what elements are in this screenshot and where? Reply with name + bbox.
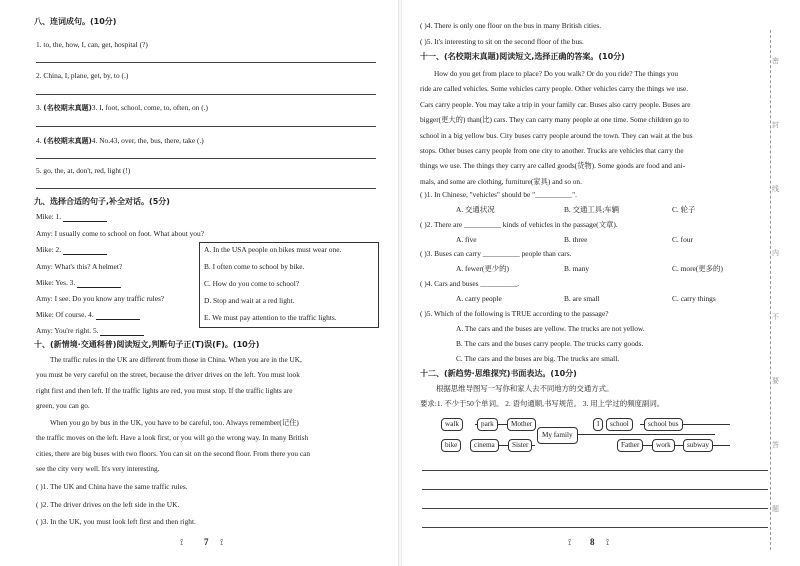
s10-question-1: ( )1. The UK and China have the same traffic rules.: [36, 482, 188, 491]
s11-q4-option-a: A. carry people: [456, 294, 502, 303]
seal-char: 封: [772, 121, 779, 129]
seal-char: 密: [772, 57, 779, 65]
sprout-icon: ⟟: [606, 537, 610, 547]
answer-line[interactable]: [36, 158, 376, 159]
section-8-title: 八、连词成句。(10分): [34, 17, 117, 26]
sprout-icon: ⟟: [568, 537, 572, 547]
source-tag: (名校期末真题): [43, 137, 92, 145]
s11-question-1: ( )1. In Chinese, "vehicles" should be "__________".: [420, 190, 577, 199]
seal-char: 不: [772, 313, 779, 321]
answer-line[interactable]: [36, 126, 376, 127]
s11-paragraph: How do you get from place to place? Do you walk? Or do you ride? The things you ride are called vehicles. Some vehicles carry people. Other vehicles carry the things we use. Cars carry people. You may take a trip in your family car. Buses also carry people. Buses are bigger(更大的) than(比) cars. They can carry many people at one time. Some children go to school in a big yellow bus. City buses carry people around the town. They can wait at the bus stops. Other buses carry people from one city to another. Trucks are vehicles that carry the things we use. The things they carry are called goods(货物). Some goods are food and ani- mals, and some are clothing, furniture(家具) and so on.: [420, 69, 693, 186]
s11-question-4: ( )4. Cars and buses __________.: [420, 279, 520, 288]
s11-q5-option-b: B. The cars and the buses carry people. The trucks carry goods.: [456, 339, 644, 348]
sprout-icon: ⟟: [220, 537, 224, 547]
seal-char: 答: [772, 441, 779, 449]
s11-question-5: ( )5. Which of the following is TRUE according to the passage?: [420, 309, 609, 318]
blank-4[interactable]: [96, 311, 140, 320]
s11-q4-option-b: B. are small: [564, 294, 600, 303]
seal-char: 要: [772, 377, 779, 385]
s10-question-5: ( )5. It's interesting to sit on the second floor of the bus.: [420, 37, 584, 46]
answer-line[interactable]: [36, 62, 376, 63]
blank-1[interactable]: [63, 213, 107, 222]
s8-item-1: 1. to, the, how, I, can, get, hospital (?): [36, 40, 148, 49]
s11-q3-option-b: B. many: [564, 264, 590, 273]
mindmap-work: work: [652, 439, 675, 452]
dialog-line: Mike: 2.: [36, 245, 107, 255]
s11-q2-option-a: A. five: [456, 235, 477, 244]
mindmap-father: Father: [617, 439, 643, 452]
s11-q1-option-c: C. 轮子: [672, 205, 696, 214]
mindmap-school-bus: school bus: [644, 418, 683, 431]
mindmap-park: park: [477, 418, 498, 431]
dialog-line: Amy: I see. Do you know any traffic rules?: [36, 294, 165, 303]
options-box: [199, 242, 379, 328]
seal-strip: [764, 30, 790, 550]
mindmap-cinema: cinema: [470, 439, 499, 452]
mindmap-walk: walk: [441, 418, 463, 431]
seal-char: 线: [772, 185, 779, 193]
s8-item-5: 5. go, the, at, don't, red, light (!): [36, 166, 131, 175]
answer-line[interactable]: [36, 188, 376, 189]
mindmap-connector: [565, 434, 715, 435]
sprout-icon: ⟟: [180, 537, 184, 547]
mindmap-school: school: [606, 418, 633, 431]
s8-item-2: 2. China, I, plane, get, by, to (.): [36, 71, 129, 80]
dialog-line: Mike: Of course. 4.: [36, 310, 140, 320]
s8-item-4: 4. (名校期末真题)4. No.43, over, the, bus, there, take (.): [36, 136, 204, 145]
s10-paragraph-1: The traffic rules in the UK are different from those in China. When you are in the UK, you must be very careful on the street, because the driver drives on the left. You must look right first and then left. If the traffic lights are red, you must stop. If the traffic lights are green, you can go.: [36, 355, 302, 411]
page-number: 8: [590, 537, 595, 547]
dialog-line: Mike: 1.: [36, 212, 107, 222]
section-12-title: 十二、(新趋势·思维探究)书面表达。(10分): [420, 369, 577, 378]
s12-requirements: 要求:1. 不少于50个单词。 2. 语句通顺,书写规范。 3. 用上学过的频度副词。: [420, 399, 665, 408]
s10-paragraph-2: When you go by bus in the UK, you have to be careful, too. Always remember(记住) the traffic moves on the left. Have a look first, or you will go the wrong way. In many British cities, there are big buses with two floors. You can sit on the second floor. From there you can see the city very well. It's very interesting.: [36, 418, 310, 474]
s11-question-2: ( )2. There are __________ kinds of vehicles in the passage(文章).: [420, 220, 618, 229]
page-number: 7: [204, 537, 209, 547]
s11-q4-option-c: C. carry things: [672, 294, 716, 303]
seal-char: 内: [772, 249, 779, 257]
s11-q2-option-c: C. four: [672, 235, 693, 244]
mindmap-mother: Mother: [507, 418, 536, 431]
writing-line[interactable]: [422, 527, 768, 528]
s12-instruction: 根据思维导图写一写你和家人去不同地方的交通方式。: [436, 384, 614, 393]
s11-q5-option-a: A. The cars and the buses are yellow. The trucks are not yellow.: [456, 324, 645, 333]
blank-2[interactable]: [63, 246, 107, 255]
dialog-line: Amy: What's this? A helmet?: [36, 262, 123, 271]
seal-char: 题: [772, 505, 779, 513]
writing-line[interactable]: [422, 508, 768, 509]
mindmap-center: My family: [537, 427, 578, 444]
answer-line[interactable]: [36, 94, 376, 95]
s11-q3-option-a: A. fewer(更少的): [456, 264, 509, 273]
section-10-title: 十、(新情境·交通科普)阅读短文,判断句子正(T)误(F)。(10分): [34, 340, 260, 349]
dialog-line: Amy: I usually come to school on foot. What about you?: [36, 229, 204, 238]
writing-line[interactable]: [422, 470, 768, 471]
option-d: D. Stop and wait at a red light.: [204, 296, 295, 305]
blank-3[interactable]: [77, 279, 121, 288]
dialog-line: Amy: You're right. 5.: [36, 326, 144, 336]
section-11-title: 十一、(名校期末真题)阅读短文,选择正确的答案。(10分): [420, 52, 625, 61]
dialog-line: Mike: Yes. 3.: [36, 278, 121, 288]
s11-question-3: ( )3. Buses can carry __________ people than cars.: [420, 249, 572, 258]
s11-q1-option-a: A. 交通状况: [456, 205, 495, 214]
s10-question-4: ( )4. There is only one floor on the bus in many British cities.: [420, 21, 602, 30]
s8-item-3: 3. (名校期末真题)3. I, foot, school, come, to, often, on (.): [36, 103, 208, 112]
option-c: C. How do you come to school?: [204, 279, 300, 288]
section-9-title: 九、选择合适的句子,补全对话。(5分): [34, 197, 170, 206]
s10-question-3: ( )3. In the UK, you must look left first and then right.: [36, 517, 196, 526]
option-e: E. We must pay attention to the traffic lights.: [204, 313, 337, 322]
s11-q5-option-c: C. The cars and the buses are big. The trucks are small.: [456, 354, 620, 363]
mindmap-sister: Sister: [508, 439, 532, 452]
seal-line: [770, 30, 771, 550]
right-page: [400, 0, 800, 566]
option-b: B. I often come to school by bike.: [204, 262, 305, 271]
s11-q1-option-b: B. 交通工具;车辆: [564, 205, 620, 214]
option-a: A. In the USA people on bikes must wear one.: [204, 245, 342, 254]
s11-q2-option-b: B. three: [564, 235, 588, 244]
s11-q3-option-c: C. more(更多的): [672, 264, 723, 273]
mindmap-subway: subway: [683, 439, 713, 452]
source-tag: (名校期末真题): [43, 104, 92, 112]
mindmap-bike: bike: [441, 439, 461, 452]
mindmap-i: I: [593, 418, 603, 431]
s10-question-2: ( )2. The driver drives on the left side in the UK.: [36, 500, 180, 509]
writing-line[interactable]: [422, 489, 768, 490]
blank-5[interactable]: [100, 327, 144, 336]
